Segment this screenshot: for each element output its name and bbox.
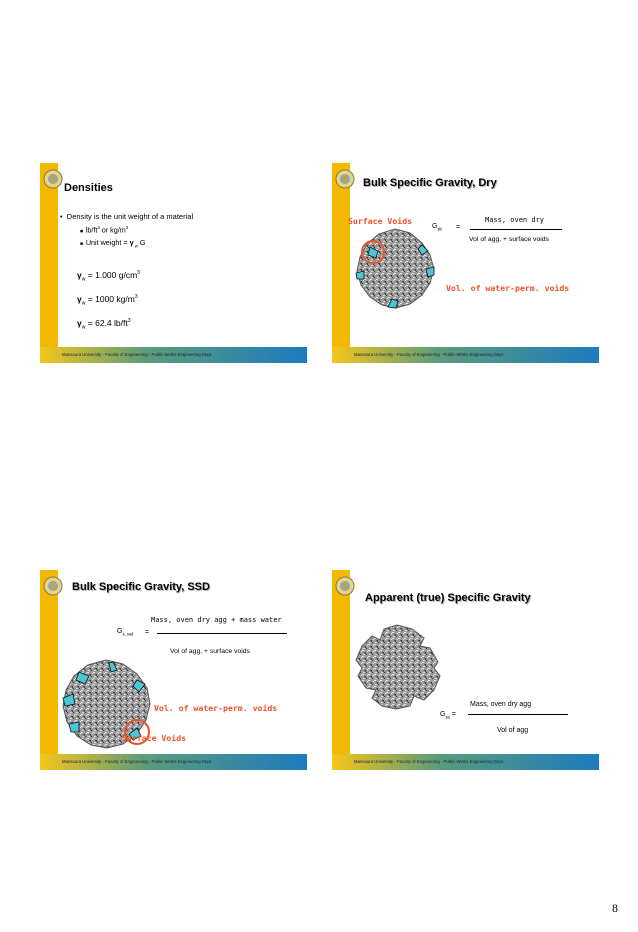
g-symbol: G [117, 628, 123, 635]
side-bar [40, 163, 58, 349]
sub-bullet-unit-weight [80, 238, 145, 248]
denominator: Vol of agg, + surface voids [469, 236, 549, 243]
side-bar [332, 570, 350, 756]
university-logo-icon [335, 169, 355, 189]
bullet-dot: • [60, 212, 67, 221]
sub-bullet-units [80, 225, 128, 234]
equation-sup: 3 [137, 270, 141, 277]
slide-footer: Mansoura University - Faculty of Engineering - Public Works Engineering Dept. [40, 754, 307, 770]
fraction-line [157, 633, 287, 634]
page-number: 8 [612, 901, 618, 915]
slide-title: Bulk Specific Gravity, Dry [363, 177, 497, 189]
equation-1 [77, 270, 140, 283]
fraction-line [470, 229, 562, 230]
slide-title: Bulk Specific Gravity, SSD [72, 581, 210, 593]
university-logo-icon [43, 576, 63, 596]
units-sup2: 3 [125, 225, 129, 230]
side-bar [332, 163, 350, 349]
slide-title: Densities [64, 182, 113, 194]
numerator: Mass, oven dry agg [470, 701, 532, 708]
equation-value: = 1.000 g/cm [85, 270, 138, 280]
unit-weight-text: Unit weight = [85, 238, 130, 247]
surface-voids-label: Surface Voids [348, 216, 413, 226]
g-sub: sb [437, 226, 442, 232]
numerator: Mass, oven dry agg + mass water [151, 616, 282, 624]
water-perm-voids-label: Vol. of water-perm. voids [446, 283, 570, 293]
slide-densities [40, 163, 307, 363]
equals-sign: = [449, 711, 456, 718]
gsb-label [432, 223, 442, 231]
equation-2 [77, 294, 138, 307]
numerator: Mass, oven dry [485, 216, 545, 224]
aggregate-particle [357, 229, 434, 308]
equation-3 [77, 318, 131, 331]
slide-apparent-sg [332, 570, 599, 770]
denominator: Vol of agg, + surface voids [170, 648, 250, 655]
square-bullet-icon: ■ [80, 241, 86, 247]
slide-footer: Mansoura University - Faculty of Engineering - Public Works Engineering Dept. [332, 347, 599, 363]
gamma-symbol: γ [129, 238, 134, 247]
bullet-main [60, 212, 193, 221]
gamma-symbol: γ [77, 294, 82, 304]
fraction-line [468, 714, 568, 715]
g-sub: sa [445, 714, 450, 720]
slide-footer: Mansoura University - Faculty of Engineering - Public Works Engineering Dept. [332, 754, 599, 770]
university-logo-icon [335, 576, 355, 596]
equation-value: = 1000 kg/m [85, 294, 135, 304]
equation-sup: 3 [127, 318, 131, 325]
equation-value: = 62.4 lb/ft [85, 318, 128, 328]
gsa-label [440, 711, 456, 719]
units-text: lb/ft [85, 225, 98, 235]
gamma-sub: w [81, 300, 86, 307]
surface-voids-label: Surface Voids [122, 733, 187, 743]
units-text-rest: or kg/m [99, 225, 126, 235]
slide-footer: Mansoura University - Faculty of Engineering - Public Works Engineering Dept. [40, 347, 307, 363]
square-bullet-icon: ■ [80, 228, 86, 235]
gamma-sub: w [81, 276, 86, 283]
gamma-sub: w [133, 243, 138, 249]
g-symbol: G [440, 711, 446, 718]
slide-bulk-sg-ssd [40, 570, 307, 770]
g-sub: s, ssd [122, 631, 134, 637]
surface-void [69, 722, 79, 732]
aggregate-particle-illustration [352, 225, 438, 311]
unit-weight-rest: G [137, 238, 146, 247]
equals-sign: = [456, 224, 461, 231]
gamma-symbol: γ [77, 318, 82, 328]
slide-title: Apparent (true) Specific Gravity [365, 592, 531, 604]
slide-bulk-sg-dry [332, 163, 599, 363]
equation-sup: 3 [134, 294, 138, 301]
water-perm-voids-label: Vol. of water-perm. voids [154, 703, 278, 713]
bullet-text: Density is the unit weight of a material [66, 212, 194, 221]
equals-sign: = [145, 629, 150, 636]
gamma-symbol: γ [77, 270, 82, 280]
gamma-sub: w [81, 324, 86, 331]
gs-ssd-label [117, 628, 133, 636]
side-bar [40, 570, 58, 756]
aggregate-particle [356, 625, 440, 709]
units-sup: 3 [97, 225, 100, 230]
university-logo-icon [43, 169, 63, 189]
aggregate-particle-illustration [350, 620, 444, 714]
denominator: Vol of agg [497, 727, 529, 734]
g-symbol: G [432, 223, 438, 230]
